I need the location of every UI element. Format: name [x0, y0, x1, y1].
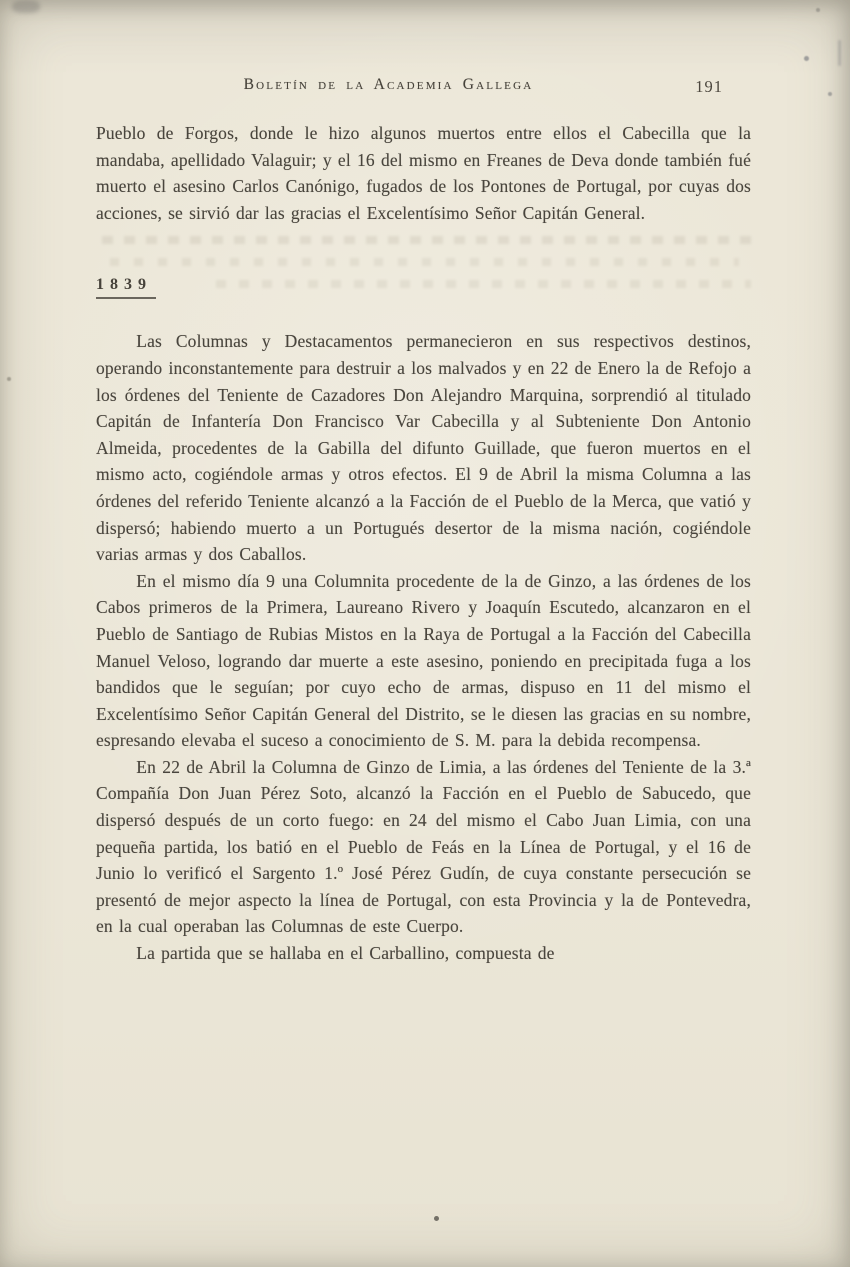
scan-artifact — [12, 0, 40, 13]
scan-artifact — [828, 92, 832, 96]
paragraph-carballino: La partida que se hallaba en el Carballino, compuesta de — [136, 943, 555, 964]
paragraph-intro: Pueblo de Forgos, donde le hizo algunos muertos entre ellos el Cabecilla que la mandaba, apellidado Valaguir; y el 16 del mismo en Freanes de Deva donde también fué muerto el asesino Carlos Canónigo, fugados de los Pontones de Portugal, por cuyas dos acciones, se sirvió dar las gracias el Excelentísimo Señor Capitán General. — [96, 123, 751, 223]
paragraph-columnita-ginzo: En el mismo día 9 una Columnita procedente de la de Ginzo, a las órdenes de los Cabos primeros de la Primera, Laureano Rivero y Joaquín Escutedo, alcanzaron en el Pueblo de Santiago de Rubias Mistos en la Raya de Portugal a la Facción del Cabecilla Manuel Veloso, logrando dar muerte a este asesino, poniendo en precipitada fuga a los bandidos que le seguían; por cuyo echo de armas, dispuso en 11 del mismo el Excelentísimo Señor Capitán General del Distrito, se le diesen las gracias en su nombre, espresando elevaba el suceso a conocimiento de S. M. para la debida recompensa. — [96, 570, 751, 751]
scan-artifact — [804, 56, 809, 61]
scan-artifact — [816, 8, 820, 12]
page-header — [96, 76, 751, 102]
spacer — [96, 320, 751, 328]
scan-bleed-through — [96, 228, 751, 272]
journal-title: Boletín de la Academia Gallega — [243, 76, 534, 93]
page-number: 191 — [695, 77, 723, 96]
section-heading-year: 1839 — [96, 276, 156, 299]
scan-artifact — [838, 40, 841, 66]
document-body — [96, 120, 751, 967]
scan-artifact — [434, 1216, 439, 1221]
scan-artifact — [7, 377, 11, 381]
paragraph-ginzo-de-limia: En 22 de Abril la Columna de Ginzo de Limia, a las órdenes del Teniente de la 3.ª Compañía Don Juan Pérez Soto, alcanzó la Facción en el Pueblo de Sabucedo, que dispersó después de un corto fuego: en 24 del mismo el Cabo Juan Limia, con una pequeña partida, los batió en el Pueblo de Feás en la Línea de Portugal, y el 16 de Junio lo verificó el Sargento 1.º José Pérez Gudín, de cuya constante persecución se presentó de mejor aspecto la línea de Portugal, con esta Provincia y la de Pontevedra, en la cual operaban las Columnas de este Cuerpo. — [96, 756, 751, 937]
paragraph-columnas: Las Columnas y Destacamentos permanecieron en sus respectivos destinos, operando inconstantemente para destruir a los malvados y en 22 de Enero la de Refojo a los órdenes del Teniente de Cazadores Don Alejandro Marquina, sorprendió al titulado Capitán de Infantería Don Francisco Var Cabecilla y al Subteniente Don Antonio Almeida, procedentes de la Gabilla del difunto Guillade, que fueron muertos en el mismo acto, cogiéndole armas y otros efectos. El 9 de Abril la misma Columna a las órdenes del referido Teniente alcanzó a la Facción de el Pueblo de la Merca, que vatió y dispersó; habiendo muerto a un Portugués desertor de la misma nación, cogiéndole varias armas y dos Caballos. — [96, 331, 751, 565]
section-heading-row — [96, 276, 751, 306]
